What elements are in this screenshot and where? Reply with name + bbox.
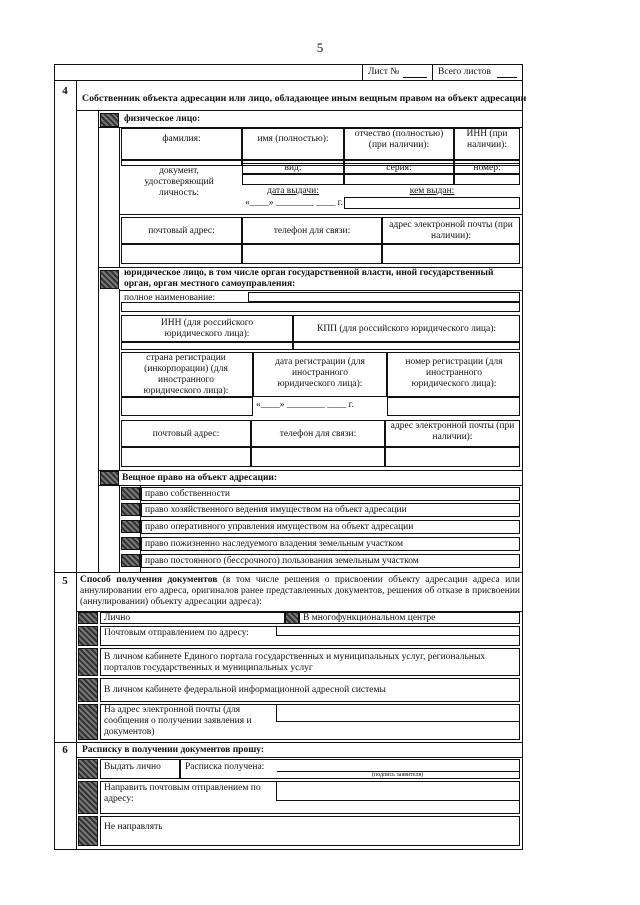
- issued-by-field[interactable]: [344, 197, 520, 209]
- issue-date-label: дата выдачи:: [267, 186, 319, 196]
- page-number: 5: [316, 40, 324, 55]
- number-column-line: [76, 80, 77, 850]
- physical-person-checkbox[interactable]: [100, 113, 119, 127]
- sub-column-line: [98, 110, 99, 572]
- sheet-number-label: Лист №: [368, 67, 400, 77]
- receive-post-checkbox[interactable]: [78, 626, 98, 646]
- legal-phone-label: телефон для связи:: [279, 429, 357, 439]
- legal-inn-field[interactable]: [121, 342, 293, 350]
- section-6-title-line: [76, 757, 523, 758]
- receive-email-checkbox[interactable]: [78, 704, 98, 740]
- right-lifetime-label: право пожизненно наследуемого владения земельным участком: [145, 539, 403, 549]
- receipt-signature-caption: (подпись заявителя): [372, 772, 424, 778]
- receive-mfc-label: В многофункциональном центре: [303, 613, 436, 623]
- receive-personal-checkbox[interactable]: [78, 612, 98, 624]
- legal-country-label: страна регистрации (инкорпорации) (для иностранного юридического лица):: [143, 353, 229, 396]
- doc-number-field[interactable]: [454, 174, 520, 185]
- receive-email-label: На адрес электронной почты (для сообщения о получении заявления и документов): [104, 705, 252, 737]
- receipt-post-address-field[interactable]: [276, 781, 520, 801]
- receipt-post-checkbox[interactable]: [78, 781, 98, 814]
- section-5-number: 5: [62, 575, 68, 587]
- right-operational-checkbox[interactable]: [121, 520, 140, 533]
- legal-full-name-field[interactable]: [248, 292, 520, 302]
- legal-email-field[interactable]: [385, 447, 520, 467]
- doc-number-label: номер:: [473, 163, 501, 173]
- receipt-none-label: Не направлять: [104, 822, 163, 832]
- section-5-bottom: [54, 742, 523, 743]
- right-permanent-checkbox[interactable]: [121, 554, 140, 567]
- rights-title-line: [98, 485, 523, 486]
- rights-checkbox[interactable]: [100, 471, 119, 485]
- legal-country-field[interactable]: [121, 397, 253, 416]
- legal-reg-date-label: дата регистрации (для иностранного юридического лица):: [275, 357, 365, 389]
- phys-doc-bottom: [119, 214, 523, 215]
- rights-title: Вещное право на объект адресации:: [122, 473, 278, 483]
- legal-address-label: почтовый адрес:: [152, 429, 220, 439]
- section-6-number: 6: [62, 744, 68, 756]
- section-5-title: [80, 575, 520, 608]
- receipt-none-row: [100, 816, 520, 846]
- section-6-title: Расписку в получении документов прошу:: [82, 745, 265, 755]
- section-5-title-bold: Способ получения документов: [80, 575, 218, 585]
- receive-personal-label: Лично: [104, 613, 131, 623]
- receipt-post-label: Направить почтовым отправлением по адресу:: [104, 783, 261, 804]
- legal-phone-field[interactable]: [251, 447, 385, 467]
- section-4-number: 4: [62, 85, 68, 97]
- phys-address-field[interactable]: [121, 244, 242, 264]
- receive-fias-label: В личном кабинете федеральной информационной адресной системы: [104, 685, 386, 695]
- physical-person-title: физическое лицо:: [124, 114, 201, 124]
- right-economic-checkbox[interactable]: [121, 503, 140, 516]
- legal-kpp-label: КПП (для российского юридического лица):: [316, 324, 497, 334]
- phys-email-field[interactable]: [382, 244, 520, 264]
- section-4-title: Собственник объекта адресации или лицо, обладающее иным вещным правом на объект адресации: [82, 93, 527, 104]
- rights-inner-line: [119, 485, 120, 572]
- legal-inner-line: [119, 289, 120, 470]
- phys-inner-line: [119, 127, 120, 267]
- legal-address-field[interactable]: [121, 447, 251, 467]
- receipt-give-label: Выдать лично: [104, 762, 161, 772]
- receipt-none-checkbox[interactable]: [78, 816, 98, 846]
- header-divider: [362, 64, 363, 80]
- inn-label: ИНН (при наличии):: [466, 129, 508, 150]
- legal-bottom-line: [98, 470, 523, 471]
- right-operational-label: право оперативного управления имуществом на объект адресации: [145, 522, 414, 532]
- name-label: имя (полностью):: [257, 134, 329, 144]
- right-ownership-label: право собственности: [145, 489, 231, 499]
- header-divider: [432, 64, 433, 80]
- issued-by-label: кем выдан:: [409, 186, 455, 196]
- legal-title-line: [119, 290, 523, 291]
- legal-full-name-label: полное наименование:: [124, 293, 216, 303]
- receipt-received-label: Расписка получена:: [185, 762, 265, 772]
- doc-kind-label: вид:: [284, 163, 302, 173]
- legal-email-label: адрес электронной почты (при наличии):: [390, 421, 515, 442]
- right-permanent-label: право постоянного (бессрочного) пользования земельным участком: [145, 556, 419, 566]
- receive-fias-checkbox[interactable]: [78, 678, 98, 702]
- doc-series-field[interactable]: [344, 174, 454, 185]
- receive-post-address-field[interactable]: [276, 626, 520, 636]
- phys-address-label: почтовый адрес:: [148, 226, 215, 236]
- right-lifetime-checkbox[interactable]: [121, 537, 140, 550]
- section-4-title-line: [76, 110, 523, 111]
- total-sheets-label: Всего листов: [438, 67, 491, 77]
- patronymic-label: отчество (полностью) (при наличии):: [354, 129, 444, 150]
- phys-phone-label: телефон для связи:: [273, 226, 351, 236]
- right-economic-label: право хозяйственного ведения имуществом на объект адресации: [145, 505, 407, 515]
- sheet-number-field[interactable]: [403, 77, 427, 78]
- legal-kpp-field[interactable]: [293, 342, 520, 350]
- section-5-title-rest: (в том числе решения о присвоении объекту адресации адреса или аннулировании его адреса, оригиналов ранее представленных документов, решения об отказе в присвоении (аннулировании) объекту адресации адреса):: [80, 575, 520, 607]
- receipt-give-checkbox[interactable]: [78, 759, 98, 779]
- legal-full-name-field-2[interactable]: [121, 302, 520, 312]
- legal-entity-title: юридическое лицо, в том числе орган государственной власти, иной государственный орган, орган местного самоуправления:: [124, 268, 494, 289]
- right-ownership-checkbox[interactable]: [121, 487, 140, 500]
- header-bottom-line: [54, 80, 523, 81]
- doc-kind-field[interactable]: [242, 174, 344, 185]
- doc-series-label: серия:: [386, 163, 412, 173]
- receive-mfc-checkbox[interactable]: [285, 612, 299, 624]
- receive-post-label: Почтовым отправлением по адресу:: [104, 628, 249, 638]
- phys-email-label: адрес электронной почты (при наличии):: [389, 220, 513, 241]
- legal-entity-checkbox[interactable]: [100, 270, 119, 289]
- phys-phone-field[interactable]: [242, 244, 382, 264]
- legal-reg-number-field[interactable]: [387, 397, 520, 416]
- legal-inn-label: ИНН (для российского юридического лица):: [160, 318, 254, 339]
- legal-reg-number-label: номер регистрации (для иностранного юридического лица):: [405, 357, 503, 389]
- receive-epgu-checkbox[interactable]: [78, 648, 98, 676]
- legal-reg-date-field[interactable]: «____» ________ ____ г.: [256, 400, 354, 410]
- receive-email-field[interactable]: [276, 704, 520, 722]
- issue-date-field[interactable]: «____» ________ ____ г.: [245, 198, 343, 208]
- receive-epgu-label: В личном кабинете Единого портала государственных и муниципальных услуг, региональных порталов государственных и муниципальных услуг: [104, 652, 486, 673]
- surname-label: фамилия:: [162, 134, 201, 144]
- section-4-bottom: [54, 572, 523, 573]
- total-sheets-field[interactable]: [497, 77, 517, 78]
- identity-doc-label: документ, удостоверяющий личность:: [144, 166, 214, 198]
